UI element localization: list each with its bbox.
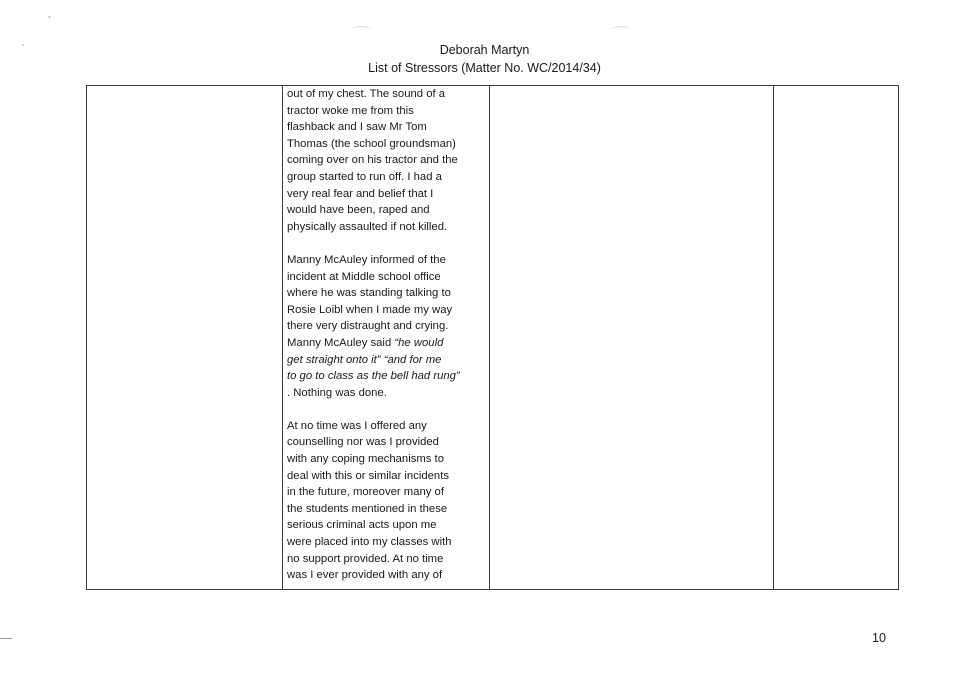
text-line: group started to run off. I had a xyxy=(287,170,442,183)
text-line: physically assaulted if not killed. xyxy=(287,220,448,233)
table-cell-col1 xyxy=(87,86,283,590)
text-line: in the future, moreover many of xyxy=(287,486,444,499)
scan-edge-mark xyxy=(0,638,12,639)
text-line: where he was standing talking to xyxy=(287,287,451,300)
text-line: flashback and I saw Mr Tom xyxy=(287,121,427,134)
text-line: very real fear and belief that I xyxy=(287,187,434,200)
text-line: out of my chest. The sound of a xyxy=(287,88,446,100)
quoted-text: get straight onto it” “and for me xyxy=(287,353,442,366)
table-row xyxy=(87,86,899,590)
text-line: Thomas (the school groundsman) xyxy=(287,137,456,150)
text-segment: Manny McAuley said xyxy=(287,336,392,349)
table-cell-col2 xyxy=(283,86,490,590)
text-line: was I ever provided with any of xyxy=(287,569,443,582)
table-cell-col3 xyxy=(490,86,774,590)
text-line: At no time was I offered any xyxy=(287,419,427,432)
text-line xyxy=(287,352,483,369)
document-title: List of Stressors (Matter No. WC/2014/34) xyxy=(368,61,601,75)
text-line xyxy=(287,335,483,352)
punch-hole-mark xyxy=(611,26,631,35)
text-line: no support provided. At no time xyxy=(287,552,444,565)
stressor-description xyxy=(283,86,487,584)
text-line: . Nothing was done. xyxy=(287,386,387,399)
quoted-text: to go to class as the bell had rung” xyxy=(287,370,460,383)
paragraph-manny-mcauley xyxy=(287,252,483,401)
page-number: 10 xyxy=(872,631,886,645)
paragraph-tractor-flashback xyxy=(287,86,483,235)
text-line: deal with this or similar incidents xyxy=(287,469,449,482)
text-line: were placed into my classes with xyxy=(287,536,452,549)
paragraph-no-counselling xyxy=(287,418,483,584)
text-line: there very distraught and crying. xyxy=(287,320,449,333)
text-line: Manny McAuley informed of the xyxy=(287,253,446,266)
quoted-text: “he would xyxy=(394,336,444,349)
punch-hole-mark xyxy=(352,26,372,35)
stressors-table xyxy=(86,85,899,590)
text-line: with any coping mechanisms to xyxy=(287,453,444,466)
text-line xyxy=(287,368,483,385)
text-line: counselling nor was I provided xyxy=(287,436,439,449)
document-author: Deborah Martyn xyxy=(439,43,530,57)
text-line: incident at Middle school office xyxy=(287,270,441,283)
scan-speck xyxy=(48,16,51,18)
text-line: the students mentioned in these xyxy=(287,502,448,515)
text-line: coming over on his tractor and the xyxy=(287,154,458,167)
text-line: would have been, raped and xyxy=(287,204,430,217)
text-line: serious criminal acts upon me xyxy=(287,519,437,532)
table-cell-col4 xyxy=(774,86,899,590)
text-line: Rosie Loibl when I made my way xyxy=(287,303,453,316)
text-line: tractor woke me from this xyxy=(287,104,414,117)
